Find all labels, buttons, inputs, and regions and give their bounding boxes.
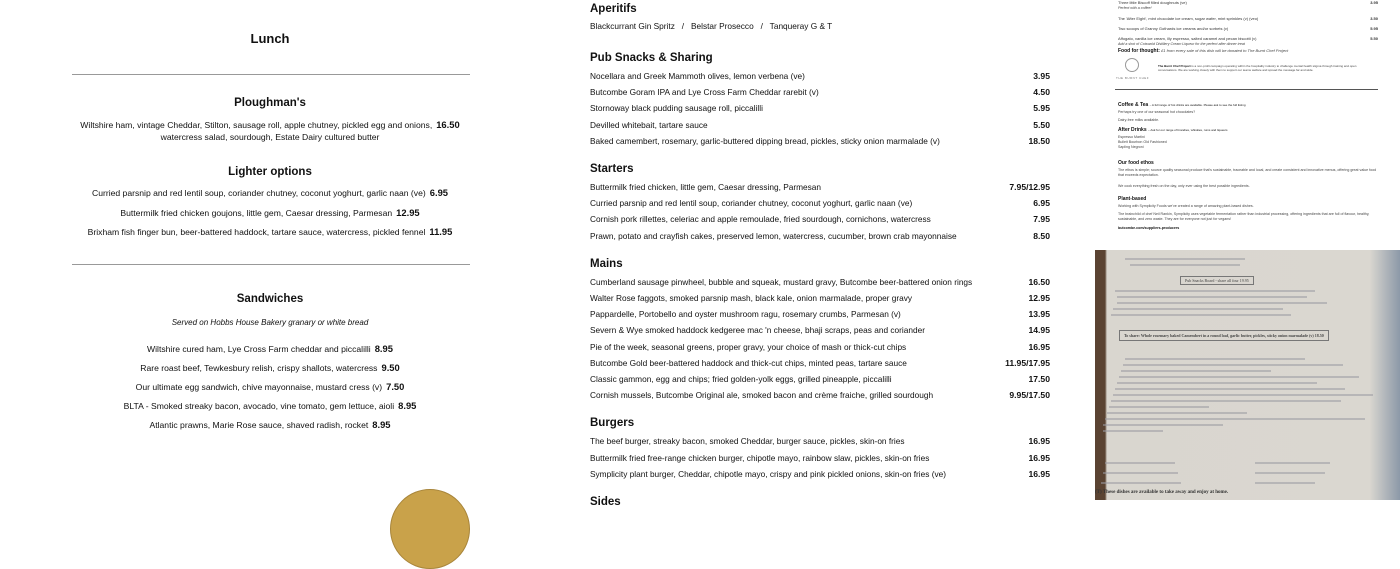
photo-text-line — [1113, 308, 1283, 310]
item-price: 5.95 — [1370, 26, 1378, 31]
burnt-chef-text: is a non-profit campaign operating within the hospitality industry to challenge mental health stigma through training and open conversations. We are working closely with them to support our teams welfare and spread the message far and wide. — [1158, 64, 1357, 72]
menu-item — [590, 452, 1050, 464]
item-name: Our ultimate egg sandwich, chive mayonnaise, mustard cress (v) — [135, 382, 383, 392]
item-name: Affogato, vanilla ice cream, illy espresso, salted caramel and pecan biscotti (v) — [1118, 36, 1257, 41]
plant-based-text: Working with Symplicity Foods we've created a range of amazing plant-based dishes. — [1118, 204, 1254, 208]
photo-text-line — [1113, 394, 1373, 396]
after-drinks-heading — [1118, 127, 1228, 133]
item-name: Pie of the week, seasonal greens, proper gravy, your choice of mash or thick-cut chips — [590, 341, 907, 352]
menu-item — [0, 361, 540, 375]
item-price: 11.95/17.95 — [1005, 357, 1050, 368]
burnt-chef-title: The Burnt Chef Project — [1158, 64, 1191, 68]
item-name: Walter Rose faggots, smoked parsnip mash, black kale, onion marmalade, proper gravy — [590, 293, 913, 303]
divider — [1115, 89, 1378, 90]
suppliers-link[interactable]: butcombe.com/suppliers-producers — [1118, 226, 1180, 230]
item-name: Baked camembert, rosemary, garlic-buttered dipping bread, pickles, sticky onion marmalade (v) — [590, 135, 940, 146]
photo-text-line — [1255, 462, 1330, 464]
ethos-heading: Our food ethos — [1118, 160, 1154, 166]
menu-item — [0, 418, 540, 432]
item-name: Prawn, potato and crayfish cakes, preserved lemon, watercress, cucumber, brown crab mayonnaise — [590, 230, 957, 241]
item-name: Butcombe Gold beer-battered haddock and thick-cut chips, minted peas, tartare sauce — [590, 357, 907, 368]
menu-item — [590, 276, 1050, 288]
menu-item — [590, 86, 1050, 98]
aperitifs-list: Blackcurrant Gin Spritz / Belstar Prosecco / Tanqueray G & T — [590, 21, 833, 31]
item-price: 16.50 — [1028, 276, 1050, 287]
menu-item — [590, 435, 1050, 447]
photo-text-line — [1103, 472, 1178, 474]
item-price: 5.50 — [1033, 119, 1050, 130]
item-name: Wiltshire cured ham, Lye Cross Farm cheddar and piccalilli — [147, 344, 371, 354]
item-price: 5.95 — [1033, 103, 1050, 114]
ethos-text: The ethos is simple; source quality seasonal produce that's sustainable, traceable and local, and create consistent and innovative menus, offering great value food that exceeds expectation. — [1118, 168, 1377, 177]
lunch-title: Lunch — [250, 31, 290, 46]
item-name: Curried parsnip and red lentil soup, coriander chutney, coconut yoghurt, garlic naan (ve) — [590, 198, 913, 209]
photo-text-line — [1107, 412, 1247, 414]
item-price: 11.95 — [429, 226, 453, 237]
dessert-item — [1118, 16, 1378, 21]
item-name: Pappardelle, Portobello and oyster mushroom ragu, rosemary crumbs, Parmesan (v) — [590, 309, 901, 320]
item-price: 3.95 — [1033, 71, 1050, 81]
menu-item — [590, 324, 1050, 336]
item-name: Rare roast beef, Tewkesbury relish, crispy shallots, watercress — [140, 363, 378, 373]
item-price: 6.95 — [429, 187, 448, 198]
photo-text-line — [1119, 376, 1359, 378]
drink-item: Espresso Martini — [1118, 135, 1145, 139]
item-name: Two scoops of Granny Gothards ice creams and/or sorbets (v) — [1118, 26, 1229, 31]
item-name: The beef burger, streaky bacon, smoked Cheddar, burger sauce, pickles, skin-on fries — [590, 436, 905, 447]
after-drinks-title: After Drinks — [1118, 127, 1147, 133]
menu-item — [590, 389, 1050, 401]
photo-text-line — [1105, 418, 1365, 420]
item-price: 7.50 — [386, 381, 405, 392]
photo-text-line — [1111, 314, 1291, 316]
section-heading: Starters — [590, 163, 634, 175]
item-price: 4.50 — [1033, 87, 1050, 98]
photo-text-line — [1101, 482, 1181, 484]
photo-text-line — [1117, 382, 1317, 384]
photo-text-line — [1103, 430, 1163, 432]
photo-text-line — [1117, 302, 1327, 304]
item-price: 8.95 — [374, 343, 393, 354]
menu-item — [0, 399, 540, 413]
menu-item — [0, 380, 540, 394]
desserts-panel — [1090, 0, 1400, 250]
sandwiches-subtitle: Served on Hobbs House Bakery granary or white bread — [171, 318, 369, 327]
item-price: 7.95/12.95 — [1009, 182, 1050, 192]
aperitifs-heading: Aperitifs — [590, 3, 637, 15]
item-price: 16.95 — [1028, 468, 1050, 479]
ploughmans-heading: Ploughman's — [234, 97, 306, 109]
item-name: Buttermilk fried free-range chicken burger, chipotle mayo, rainbow slaw, pickles, skin-on fries — [590, 452, 930, 463]
item-price: 13.95 — [1028, 309, 1050, 320]
item-note: Perfect with a coffee! — [1118, 6, 1152, 10]
ploughmans-description: Wiltshire ham, vintage Cheddar, Stilton, sausage roll, apple chutney, pickled egg and onions, — [80, 120, 433, 130]
item-name: Devilled whitebait, tartare sauce — [590, 119, 708, 130]
menu-item — [590, 357, 1050, 369]
item-name: Classic gammon, egg and chips; fried golden-yolk eggs, grilled pineapple, piccalilli — [590, 374, 892, 384]
item-name: Cumberland sausage pinwheel, bubble and squeak, mustard gravy, Butcombe beer-battered onion rings — [590, 276, 973, 287]
section-heading: Pub Snacks & Sharing — [590, 52, 713, 64]
item-name: Brixham fish finger bun, beer-battered haddock, tartare sauce, watercress, pickled fennel — [87, 227, 426, 237]
item-price: 16.95 — [1028, 452, 1050, 463]
photo-text-line — [1103, 424, 1223, 426]
menu-item — [590, 230, 1050, 242]
food-for-thought-text: £1 from every sale of this dish will be donated to The Burnt Chef Project — [1161, 48, 1289, 53]
ploughmans-line-2: watercress salad, sourdough, Estate Dairy cultured butter — [160, 132, 380, 142]
photo-text-line — [1117, 296, 1307, 298]
item-price: 3.95 — [1370, 0, 1378, 5]
divider — [72, 264, 470, 265]
item-price: 6.95 — [1033, 198, 1050, 209]
sides-heading: Sides — [590, 496, 621, 508]
menu-item — [590, 181, 1050, 193]
item-price: 7.95 — [1033, 214, 1050, 225]
item-name: Curried parsnip and red lentil soup, coriander chutney, coconut yoghurt, garlic naan (ve) — [91, 188, 426, 198]
coffee-note: – A full range of hot drinks are available. Please ask to see the full listing — [1149, 103, 1246, 107]
photo-text-line — [1111, 400, 1341, 402]
item-price: 12.95 — [396, 207, 420, 218]
photo-text-line — [1255, 482, 1315, 484]
burnt-chef-logo-icon — [1125, 58, 1139, 72]
menu-item — [590, 341, 1050, 353]
item-name: Symplicity plant burger, Cheddar, chipotle mayo, crispy and pink pickled onions, skin-on fries (ve) — [590, 468, 947, 479]
menu-item — [590, 197, 1050, 209]
ploughmans-line — [0, 118, 540, 132]
item-name: Cornish pork rillettes, celeriac and apple remoulade, fried sourdough, cornichons, watercress — [590, 214, 931, 225]
dessert-item — [1118, 26, 1378, 31]
coffee-line: Dairy-free milks available. — [1118, 118, 1160, 122]
photo-text-line — [1123, 364, 1343, 366]
item-name: Nocellara and Greek Mammoth olives, lemon verbena (ve) — [590, 71, 805, 81]
photo-text-line — [1125, 258, 1245, 260]
sandwiches-heading: Sandwiches — [236, 293, 304, 305]
item-price: 16.95 — [1028, 341, 1050, 352]
item-name: Atlantic prawns, Marie Rose sauce, shaved radish, rocket — [149, 420, 369, 430]
coffee-heading — [1118, 102, 1245, 108]
item-name: Stornoway black pudding sausage roll, piccalilli — [590, 103, 763, 114]
item-price: 8.95 — [398, 400, 417, 411]
item-name: BLTA - Smoked streaky bacon, avocado, vine tomato, gem lettuce, aioli — [123, 401, 395, 411]
item-price: 3.50 — [1370, 16, 1378, 21]
ploughmans-price: 16.50 — [436, 119, 460, 130]
menu-photo — [1095, 250, 1400, 500]
item-name: The 'After Eight', mint chocolate ice cream, sugar wafer, mint sprinkles (v) (veo) — [1118, 16, 1259, 21]
item-name: Buttermilk fried chicken goujons, little gem, Caesar dressing, Parmesan — [120, 208, 393, 218]
after-drinks-note: – Ask for our range of brandies, whiskies, rums and liqueurs — [1148, 128, 1228, 132]
item-price: 5.50 — [1370, 36, 1378, 41]
lunch-menu-panel — [0, 0, 540, 500]
item-price: 17.50 — [1028, 374, 1050, 384]
burnt-chef-logo-text: THE BURNT CHEF — [1116, 76, 1150, 80]
divider — [72, 74, 470, 75]
photo-text-line — [1130, 264, 1240, 266]
item-price: 9.95/17.50 — [1009, 390, 1050, 401]
dessert-item — [1118, 36, 1378, 41]
drink-item: Bulleit Bourbon Old Fashioned — [1118, 140, 1167, 144]
logo-badge — [390, 489, 470, 569]
item-price: 9.50 — [381, 362, 400, 373]
ethos-text: We cook everything fresh on the day, only ever using the best possible ingredients. — [1118, 184, 1250, 188]
main-menu-panel — [540, 0, 1090, 508]
dessert-item — [1118, 0, 1378, 5]
menu-item — [590, 468, 1050, 480]
menu-item — [590, 213, 1050, 225]
photo-text-line — [1105, 462, 1175, 464]
menu-item — [0, 206, 540, 220]
photo-share-text: To share: Whole rosemary baked Camembert in a round loaf, garlic butter, pickles, sticky onion marmalade (v) 18.50 — [1119, 330, 1329, 341]
menu-item — [0, 342, 540, 356]
item-price: 14.95 — [1028, 325, 1050, 336]
item-price: 16.95 — [1028, 436, 1050, 447]
coffee-title: Coffee & Tea — [1118, 102, 1149, 108]
photo-text-line — [1255, 472, 1325, 474]
item-price: 18.50 — [1028, 135, 1050, 146]
item-price: 12.95 — [1028, 293, 1050, 303]
item-name: Cornish mussels, Butcombe Original ale, smoked bacon and crème fraiche, grilled sourdough — [590, 390, 934, 401]
plant-based-heading: Plant-based — [1118, 196, 1147, 202]
drink-item: Sapling Negroni — [1118, 145, 1144, 149]
photo-footer-text: (T) These dishes are available to take away and enjoy at home. — [1095, 490, 1229, 495]
photo-text-line — [1125, 358, 1305, 360]
lighter-options-heading: Lighter options — [228, 166, 312, 178]
section-heading: Mains — [590, 257, 623, 270]
item-note: Add a shot of Cotswold Distillery Cream Liqueur for the perfect after dinner treat — [1118, 42, 1245, 46]
menu-item — [590, 102, 1050, 114]
photo-text-line — [1109, 406, 1209, 408]
menu-item — [590, 119, 1050, 131]
photo-text-line — [1115, 388, 1345, 390]
menu-item — [590, 135, 1050, 147]
coffee-line: Perhaps try one of our seasonal hot chocolates? — [1118, 110, 1196, 114]
photo-board-text: Pub Snacks Board - share all four 19.95 — [1180, 276, 1254, 285]
food-for-thought — [1118, 49, 1380, 54]
menu-item — [0, 225, 540, 239]
photo-text-line — [1115, 290, 1315, 292]
plant-based-text: The brainchild of chef Neil Rankin, Symplicity uses vegetable fermentation rather than industrial processing, offering ingredients that are full of flavour, healthy, sustainable, and zero waste. They are for everyone not just for vegans! — [1118, 212, 1370, 221]
item-name: Butcombe Goram IPA and Lye Cross Farm Cheddar rarebit (v) — [590, 87, 819, 98]
section-heading: Burgers — [590, 417, 635, 430]
item-name: Severn & Wye smoked haddock kedgeree mac 'n cheese, bhaji scraps, peas and coriander — [590, 325, 925, 336]
menu-item — [590, 308, 1050, 320]
item-name: Three little Biscoff filled doughnuts (ve) — [1118, 0, 1187, 5]
item-price: 8.50 — [1033, 230, 1050, 241]
menu-item — [590, 292, 1050, 304]
menu-item — [590, 373, 1050, 385]
item-price: 8.95 — [372, 419, 391, 430]
food-for-thought-label: Food for thought: — [1118, 48, 1160, 54]
menu-item — [590, 70, 1050, 82]
item-name: Buttermilk fried chicken, little gem, Caesar dressing, Parmesan — [590, 182, 822, 192]
menu-item — [0, 186, 540, 200]
photo-text-line — [1121, 370, 1271, 372]
